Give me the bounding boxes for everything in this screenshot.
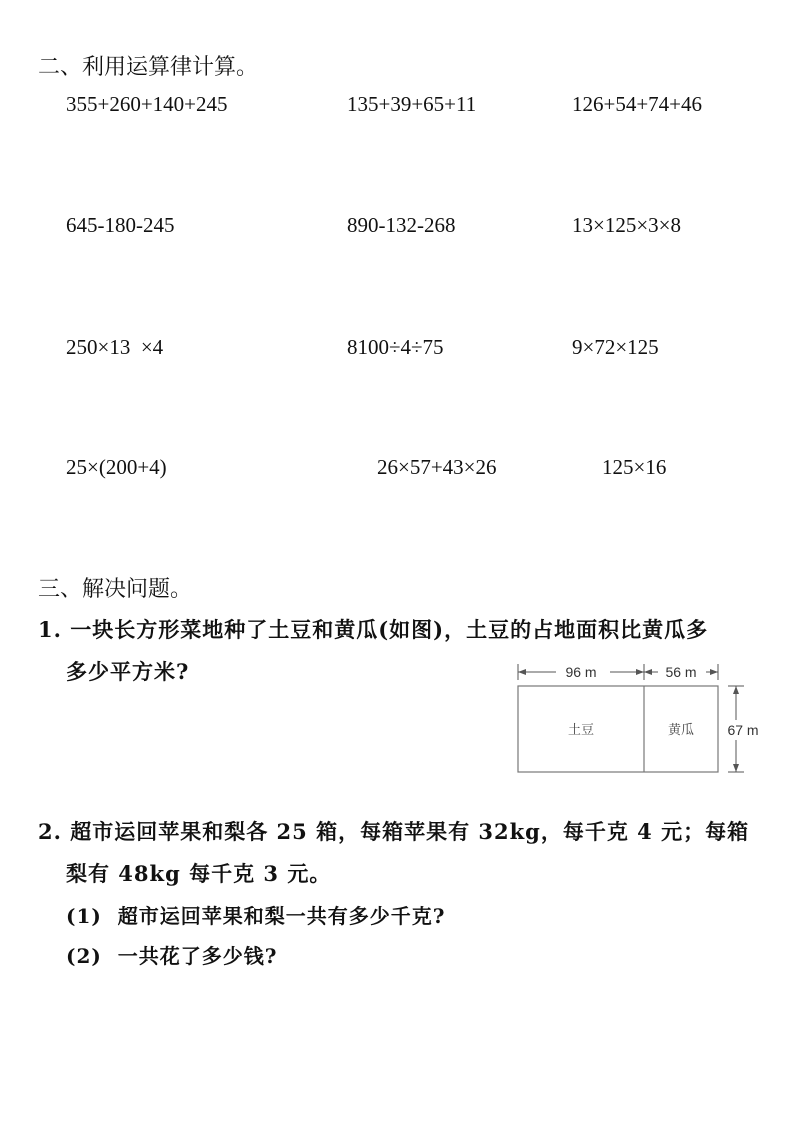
expression-r1c3: 126+54+74+46: [572, 92, 703, 116]
width-right-label: 56 m: [665, 664, 697, 680]
problem2-line1: 2. 超市运回苹果和梨各 25 箱，每箱苹果有 32kg，每千克 4 元；每箱: [38, 819, 750, 844]
expression-r3c1: 250×13 ×4: [66, 335, 164, 359]
field-diagram: [510, 656, 770, 778]
width-left-label: 96 m: [565, 664, 597, 680]
expression-r4c3: 125×16: [602, 455, 667, 479]
expression-r2c3: 13×125×3×8: [572, 213, 682, 237]
expression-r2c1: 645-180-245: [66, 213, 175, 237]
section3-title: 三、解决问题。: [38, 577, 193, 602]
problem2-question1: (1) 超市运回苹果和梨一共有多少千克?: [66, 904, 446, 928]
cucumber-label: 黄瓜: [667, 723, 695, 738]
expression-r3c3: 9×72×125: [572, 335, 659, 359]
height-label: 67 m: [727, 722, 759, 738]
expression-r1c1: 355+260+140+245: [66, 92, 228, 116]
expression-r1c2: 135+39+65+11: [347, 92, 477, 116]
potato-label: 土豆: [567, 723, 595, 738]
section2-title: 二、利用运算律计算。: [38, 55, 259, 80]
problem2-line2: 梨有 48kg 每千克 3 元。: [66, 861, 332, 886]
problem1-line2: 多少平方米?: [66, 659, 190, 684]
expression-r4c1: 25×(200+4): [66, 455, 167, 479]
problem1-line1: 1. 一块长方形菜地种了土豆和黄瓜(如图)，土豆的占地面积比黄瓜多: [38, 617, 709, 642]
expression-r3c2: 8100÷4÷75: [347, 335, 444, 359]
problem2-question2: (2) 一共花了多少钱?: [66, 944, 278, 968]
expression-r4c2: 26×57+43×26: [377, 455, 497, 479]
expression-r2c2: 890-132-268: [347, 213, 456, 237]
